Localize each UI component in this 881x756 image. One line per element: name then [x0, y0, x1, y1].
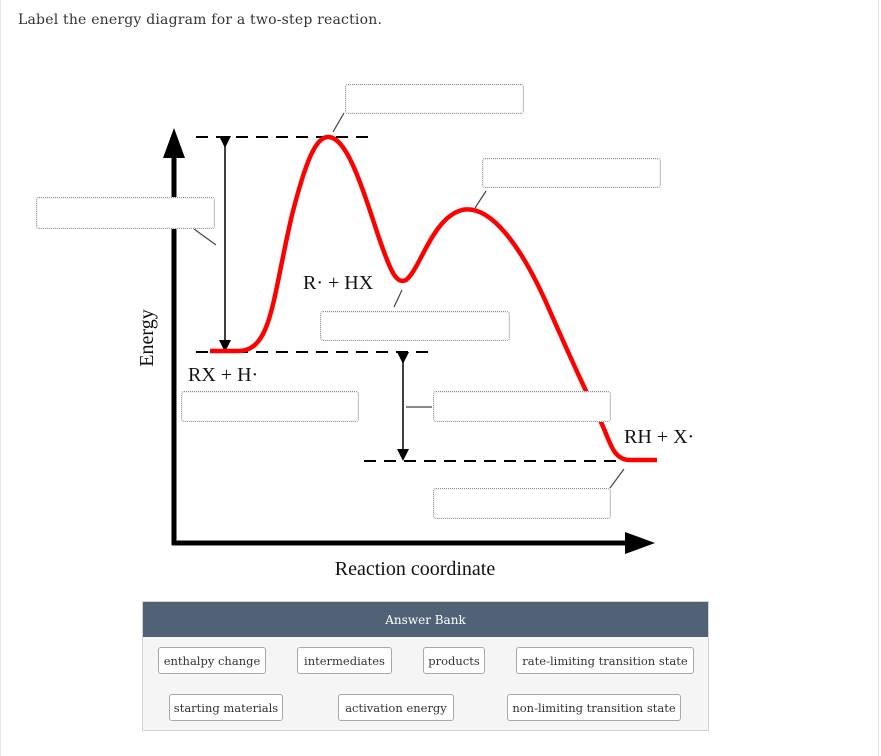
chip-intermediates[interactable]: intermediates [297, 647, 392, 674]
answer-bank-title: Answer Bank [143, 602, 708, 637]
drop-target-top-transition-state[interactable] [345, 84, 524, 114]
chip-rate-limiting-transition-state[interactable]: rate-limiting transition state [516, 647, 694, 674]
chip-enthalpy-change[interactable]: enthalpy change [158, 647, 266, 674]
drop-target-products[interactable] [433, 488, 611, 519]
x-axis-arrowhead [625, 532, 655, 554]
drop-target-enthalpy[interactable] [433, 391, 611, 422]
drop-target-second-transition-state[interactable] [482, 158, 661, 188]
products-label: RH + X· [624, 426, 695, 448]
leader-line-second-ts [475, 191, 486, 208]
y-axis-arrowhead [163, 128, 185, 158]
drop-target-intermediate[interactable] [320, 311, 510, 341]
y-axis-label: Energy [136, 309, 158, 367]
leader-line-intermediate [394, 290, 402, 307]
drop-target-reactants[interactable] [181, 391, 359, 422]
drop-target-left[interactable] [36, 197, 215, 229]
chip-non-limiting-transition-state[interactable]: non-limiting transition state [507, 694, 681, 721]
chip-products[interactable]: products [423, 647, 485, 674]
chip-activation-energy[interactable]: activation energy [338, 694, 454, 721]
reactants-label: RX + H· [188, 364, 259, 386]
leader-line-products [610, 469, 624, 488]
intermediate-label: R· + HX [303, 272, 374, 294]
question-prompt: Label the energy diagram for a two-step reaction. [18, 12, 383, 28]
x-axis-label: Reaction coordinate [334, 558, 496, 580]
leader-line-top-ts [333, 113, 344, 132]
leader-line-left [194, 229, 216, 245]
chip-starting-materials[interactable]: starting materials [169, 694, 283, 721]
